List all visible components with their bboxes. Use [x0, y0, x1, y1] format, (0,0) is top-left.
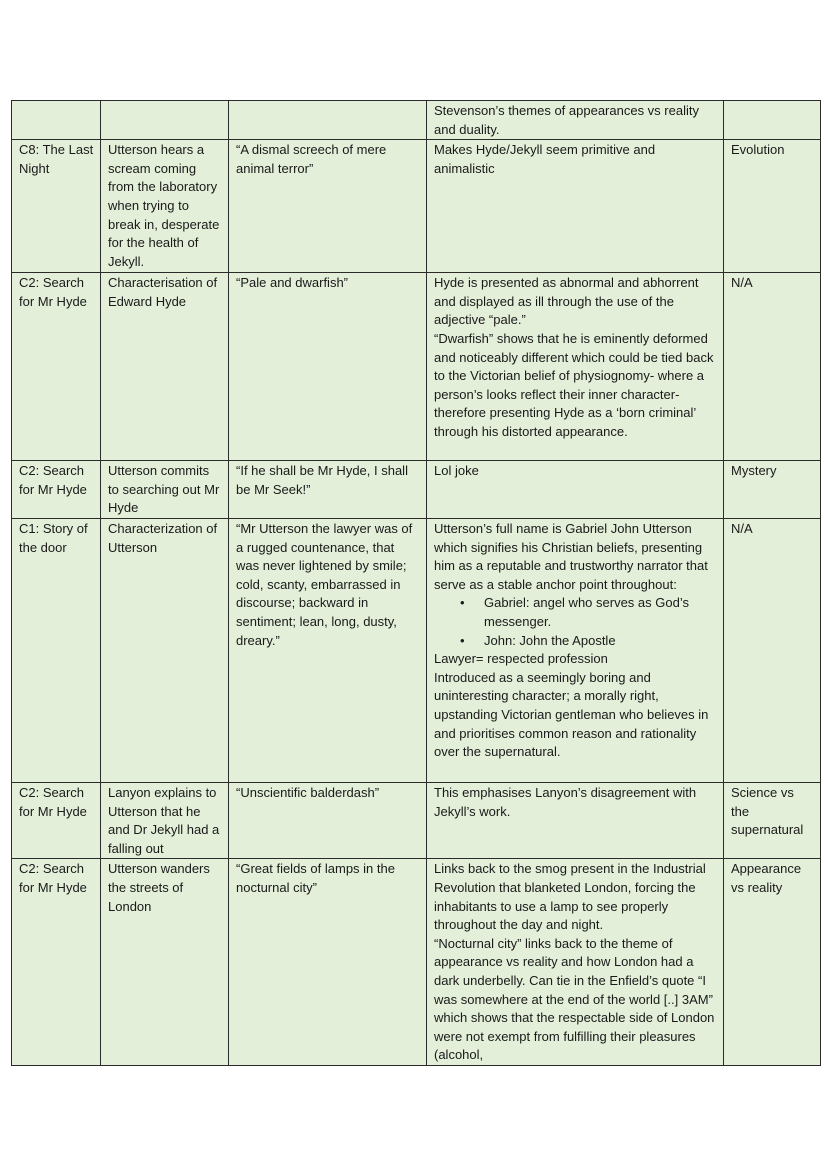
- analysis-cell: [427, 273, 724, 461]
- table-row: [12, 101, 821, 140]
- analysis-cell: [427, 859, 724, 1066]
- chapter-cell: C2: Search for Mr Hyde: [12, 859, 101, 1066]
- theme-cell: Appearance vs reality: [724, 859, 821, 1066]
- analysis-cell: [427, 101, 724, 140]
- analysis-paragraph: Makes Hyde/Jekyll seem primitive and animalistic: [434, 142, 656, 176]
- analysis-bullet-list: [434, 594, 717, 650]
- revision-notes-table: [11, 100, 821, 1066]
- analysis-cell: [427, 461, 724, 519]
- analysis-paragraph: Introduced as a seemingly boring and uninteresting character; a morally right, upstanding Victorian gentleman who believes in and prioritises common reason and rationality over the supernatural.: [434, 669, 709, 760]
- event-cell: Characterization of Utterson: [101, 518, 229, 782]
- event-cell: Lanyon explains to Utterson that he and Dr Jekyll had a falling out: [101, 782, 229, 858]
- chapter-cell: C8: The Last Night: [12, 140, 101, 273]
- event-cell: [101, 101, 229, 140]
- quote-cell: “Great fields of lamps in the nocturnal city”: [229, 859, 427, 1066]
- table-row: [12, 859, 821, 1066]
- analysis-paragraph: Utterson’s full name is Gabriel John Utterson which signifies his Christian beliefs, presenting him as a reputable and trustworthy narrator that serve as a stable anchor point throughout:: [434, 520, 708, 592]
- analysis-paragraph: “Nocturnal city” links back to the theme of appearance vs reality and how London had a dark underbelly. Can tie in the Enfield’s quote “I was somewhere at the end of the world [..] 3AM” which shows that the respectable side of London were not exempt from fulfilling their pleasures (alcohol,: [434, 935, 715, 1063]
- analysis-paragraph: Lawyer= respected profession: [434, 651, 608, 667]
- quote-cell: “If he shall be Mr Hyde, I shall be Mr Seek!”: [229, 461, 427, 519]
- table-row: [12, 273, 821, 461]
- table-row: [12, 782, 821, 858]
- table-row: [12, 140, 821, 273]
- list-item: [460, 632, 717, 651]
- quote-cell: [229, 101, 427, 140]
- bullet-text: John: John the Apostle: [484, 632, 616, 648]
- analysis-paragraph: Stevenson’s themes of appearances vs reality and duality.: [434, 103, 699, 137]
- event-cell: Utterson wanders the streets of London: [101, 859, 229, 1066]
- theme-cell: N/A: [724, 518, 821, 782]
- theme-cell: Evolution: [724, 140, 821, 273]
- theme-cell: Science vs the supernatural: [724, 782, 821, 858]
- chapter-cell: C2: Search for Mr Hyde: [12, 461, 101, 519]
- theme-cell: [724, 101, 821, 140]
- analysis-cell: [427, 782, 724, 858]
- bullet-text: Gabriel: angel who serves as God’s messenger.: [484, 595, 689, 629]
- theme-cell: Mystery: [724, 461, 821, 519]
- analysis-paragraph: “Dwarfish” shows that he is eminently deformed and noticeably different which could be tied back to the Victorian belief of physiognomy- where a person’s looks reflect their inner character- therefore presenting Hyde as a ‘born criminal’ through his distorted appearance.: [434, 330, 714, 439]
- analysis-cell: [427, 140, 724, 273]
- table-row: [12, 461, 821, 519]
- analysis-paragraph: This emphasises Lanyon’s disagreement with Jekyll’s work.: [434, 784, 697, 819]
- chapter-cell: [12, 101, 101, 140]
- quote-cell: “Pale and dwarfish”: [229, 273, 427, 461]
- analysis-cell: [427, 518, 724, 782]
- chapter-cell: C1: Story of the door: [12, 518, 101, 782]
- quote-cell: “Mr Utterson the lawyer was of a rugged countenance, that was never lightened by smile; cold, scanty, embarrassed in discourse; backward in sentiment; lean, long, dusty, dreary.”: [229, 518, 427, 782]
- analysis-paragraph: Hyde is presented as abnormal and abhorrent and displayed as ill through the use of the adjective “pale.”: [434, 275, 699, 328]
- bullet-icon: •: [460, 632, 465, 648]
- list-item: [460, 594, 717, 631]
- bullet-icon: •: [460, 595, 465, 611]
- chapter-cell: C2: Search for Mr Hyde: [12, 273, 101, 461]
- chapter-cell: C2: Search for Mr Hyde: [12, 782, 101, 858]
- event-cell: Characterisation of Edward Hyde: [101, 273, 229, 461]
- theme-cell: N/A: [724, 273, 821, 461]
- quote-cell: “A dismal screech of mere animal terror”: [229, 140, 427, 273]
- table-row: [12, 518, 821, 782]
- analysis-paragraph: Lol joke: [434, 463, 479, 479]
- event-cell: Utterson commits to searching out Mr Hyde: [101, 461, 229, 519]
- event-cell: Utterson hears a scream coming from the laboratory when trying to break in, desperate for the health of Jekyll.: [101, 140, 229, 273]
- quote-cell: “Unscientific balderdash”: [229, 782, 427, 858]
- analysis-paragraph: Links back to the smog present in the Industrial Revolution that blanketed London, forcing the inhabitants to use a lamp to see properly throughout the day and night.: [434, 861, 706, 933]
